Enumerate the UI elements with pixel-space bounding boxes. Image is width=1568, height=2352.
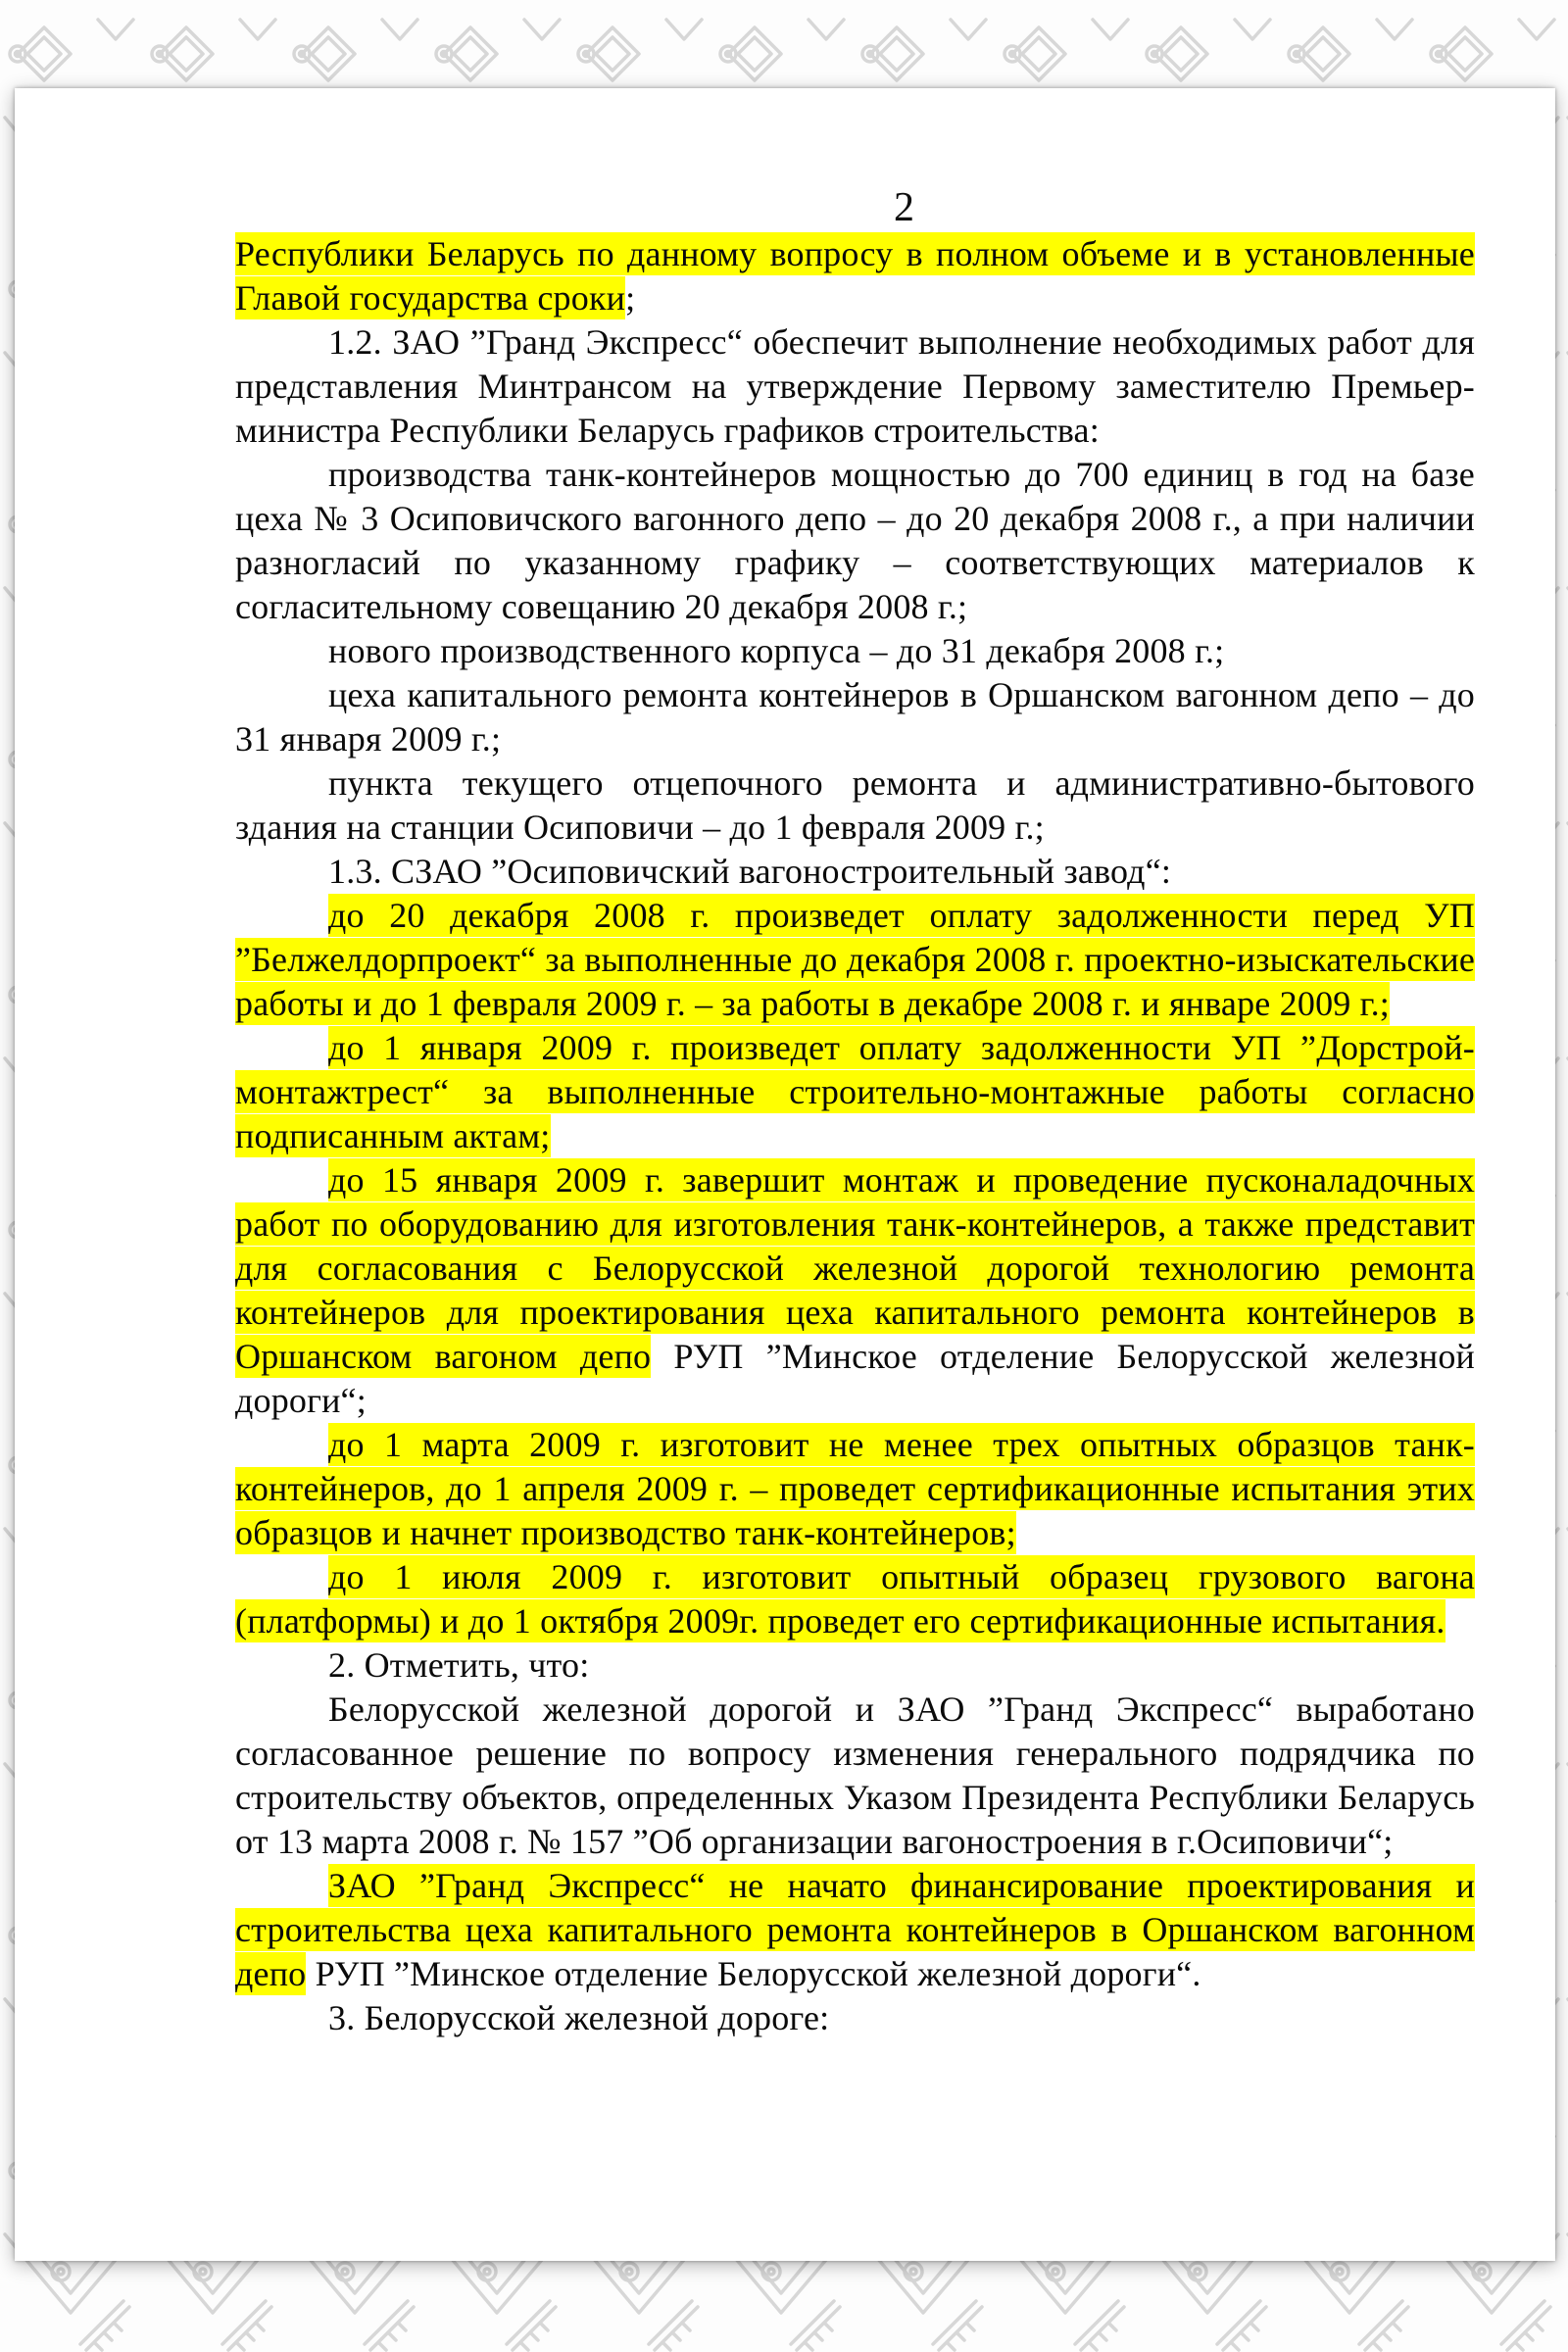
page-number: 2 <box>894 185 914 230</box>
paragraph <box>235 629 1475 673</box>
text-segment: РУП ”Минское отделение Белорусской железной дороги“; <box>235 1337 1475 1420</box>
text-segment: Белорусской железной дорогой и ЗАО ”Гранд Экспресс“ выработано согласованное решение по вопросу изменения генерального подрядчика по строительству объектов, определенных Указом Президента Республики Беларусь от 13 марта 2008 г. № 157 ”Об организации вагоностроения в г.Осиповичи“; <box>235 1690 1475 1861</box>
text-segment: нового производственного корпуса – до 31 декабря 2008 г.; <box>328 631 1225 670</box>
text-segment: 1.3. СЗАО ”Осиповичский вагоностроительный завод“: <box>328 852 1172 891</box>
highlighted-text-segment: до 1 марта 2009 г. изготовит не менее трех опытных образцов танк-контейнеров, до 1 апреля 2009 г. – проведет сертификационные испытания этих образцов и начнет производство танк-контейнеров; <box>235 1425 1475 1552</box>
paragraph <box>235 453 1475 629</box>
paragraph <box>235 894 1475 1026</box>
text-segment: пункта текущего отцепочного ремонта и административно-бытового здания на станции Осиповичи – до 1 февраля 2009 г.; <box>235 763 1475 847</box>
text-segment: производства танк-контейнеров мощностью до 700 единиц в год на базе цеха № 3 Осиповичского вагонного депо – до 20 декабря 2008 г., а при наличии разногласий по указанному графику – соответствующих материалов к согласительному совещанию 20 декабря 2008 г.; <box>235 455 1475 626</box>
document-page <box>15 88 1555 2261</box>
paragraph <box>235 673 1475 761</box>
paragraph <box>235 1555 1475 1643</box>
paragraph <box>235 1158 1475 1423</box>
text-segment: 2. Отметить, что: <box>328 1645 590 1685</box>
paragraph <box>235 1996 1475 2040</box>
paragraph <box>235 320 1475 453</box>
highlighted-text-segment: до 1 января 2009 г. произведет оплату задолженности УП ”Дорстрой-монтажтрест“ за выполненные строительно-монтажные работы согласно подписанным актам; <box>235 1028 1475 1155</box>
paragraph <box>235 1026 1475 1158</box>
paragraph <box>235 1643 1475 1688</box>
paragraph <box>235 761 1475 850</box>
text-segment: 3. Белорусской железной дороге: <box>328 1998 830 2037</box>
text-segment: цеха капитального ремонта контейнеров в Оршанском вагонном депо – до 31 января 2009 г.; <box>235 675 1475 759</box>
paragraph <box>235 232 1475 320</box>
highlighted-text-segment: Республики Беларусь по данному вопросу в полном объеме и в установленные Главой государства сроки <box>235 234 1475 318</box>
highlighted-text-segment: до 20 декабря 2008 г. произведет оплату задолженности перед УП ”Белжелдорпроект“ за выполненные до декабря 2008 г. проектно-изыскательские работы и до 1 февраля 2009 г. – за работы в декабре 2008 г. и январе 2009 г.; <box>235 896 1475 1023</box>
paragraph <box>235 1864 1475 1996</box>
paragraph <box>235 850 1475 894</box>
highlighted-text-segment: до 15 января 2009 г. завершит монтаж и проведение пусконаладочных работ по оборудованию для изготовления танк-контейнеров, а также представит для согласования с Белорусской железной дорогой технологию ремонта контейнеров для проектирования цеха капитального ремонта контейнеров в Оршанском вагоном депо <box>235 1160 1475 1376</box>
paragraph <box>235 1423 1475 1555</box>
document-body <box>235 232 1475 2040</box>
paragraph <box>235 1688 1475 1864</box>
highlighted-text-segment: ЗАО ”Гранд Экспресс“ не начато финансирование проектирования и строительства цеха капитального ремонта контейнеров в Оршанском вагонном депо <box>235 1866 1475 1993</box>
text-segment: 1.2. ЗАО ”Гранд Экспресс“ обеспечит выполнение необходимых работ для представления Минтрансом на утверждение Первому заместителю Премьер-министра Республики Беларусь графиков строительства: <box>235 322 1475 450</box>
highlighted-text-segment: до 1 июля 2009 г. изготовит опытный образец грузового вагона (платформы) и до 1 октября 2009г. проведет его сертификационные испытания. <box>235 1557 1475 1641</box>
text-segment: РУП ”Минское отделение Белорусской железной дороги“. <box>306 1954 1201 1993</box>
text-segment: ; <box>625 278 636 318</box>
